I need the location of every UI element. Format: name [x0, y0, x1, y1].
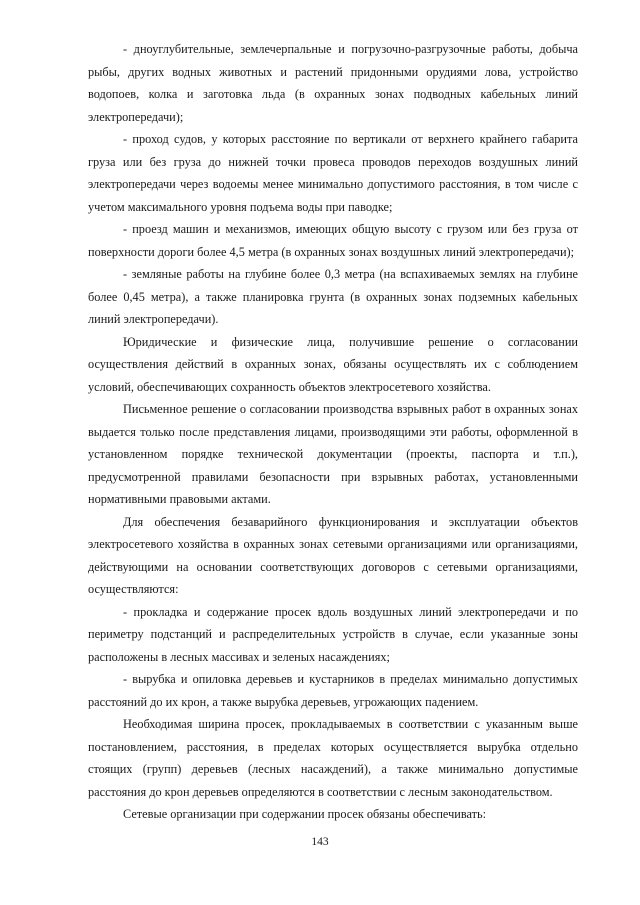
- paragraph-tree-cutting: - вырубка и опиловка деревьев и кустарников в пределах минимально допустимых расстояний до их крон, а также вырубка деревьев, угрожающих падением.: [88, 672, 578, 709]
- paragraph-clearing-laying: - прокладка и содержание просек вдоль воздушных линий электропередачи и по периметру подстанций и распределительных устройств в случае, если указанные зоны расположены в лесных массивах и зеленых насаждениях;: [88, 604, 578, 664]
- paragraph-clearing-width: Необходимая ширина просек, прокладываемых в соответствии с указанным выше постановлением, расстояния, в пределах которых осуществляется вырубка отдельно стоящих (групп) деревьев (лесных насаждений), а также минимально допустимые расстояния до крон деревьев определяются в соответствии с лесным законодательством.: [88, 717, 578, 799]
- paragraph-earthworks: - земляные работы на глубине более 0,3 метра (на вспахиваемых землях на глубине более 0,45 метра), а также планировка грунта (в охранных зонах подземных кабельных линий электропередачи).: [88, 267, 578, 326]
- paragraph-vehicle-passage: - проезд машин и механизмов, имеющих общую высоту с грузом или без груза от поверхности дороги более 4,5 метра (в охранных зонах воздушных линий электропередачи);: [88, 222, 578, 259]
- paragraph-blasting-approval: Письменное решение о согласовании производства взрывных работ в охранных зонах выдается только после представления лицами, производящими эти работы, оформленной в установленном порядке технической документации (проекты, паспорта и т.п.), предусмотренной правилами безопасности при взрывных работах, установленными нормативными правовыми актами.: [88, 402, 578, 506]
- paragraph-dredging-works: - дноуглубительные, землечерпальные и погрузочно-разгрузочные работы, добыча рыбы, других водных животных и растений придонными орудиями лова, устройство водопоев, колка и заготовка льда (в охранных зонах подводных кабельных линий электропередачи);: [88, 42, 578, 124]
- page-number: 143: [311, 836, 329, 848]
- body-text: [88, 38, 578, 826]
- paragraph-maintenance-intro: Для обеспечения безаварийного функционирования и эксплуатации объектов электросетевого хозяйства в охранных зонах сетевыми организациями или организациями, действующими на основании соответствующих договоров с сетевыми организациями, осуществляются:: [88, 514, 578, 596]
- paragraph-network-obligations: Сетевые организации при содержании просек обязаны обеспечивать:: [123, 807, 487, 821]
- paragraph-legal-entities: Юридические и физические лица, получившие решение о согласовании осуществления действий в охранных зонах, обязаны осуществлять их с соблюдением условий, обеспечивающих сохранность объектов электросетевого хозяйства.: [88, 334, 578, 394]
- paragraph-vessel-passage: - проход судов, у которых расстояние по вертикали от верхнего крайнего габарита груза или без груза до нижней точки провеса проводов переходов воздушных линий электропередачи через водоемы менее минимально допустимого расстояния, в том числе с учетом максимального уровня подъема воды при паводке;: [88, 132, 578, 214]
